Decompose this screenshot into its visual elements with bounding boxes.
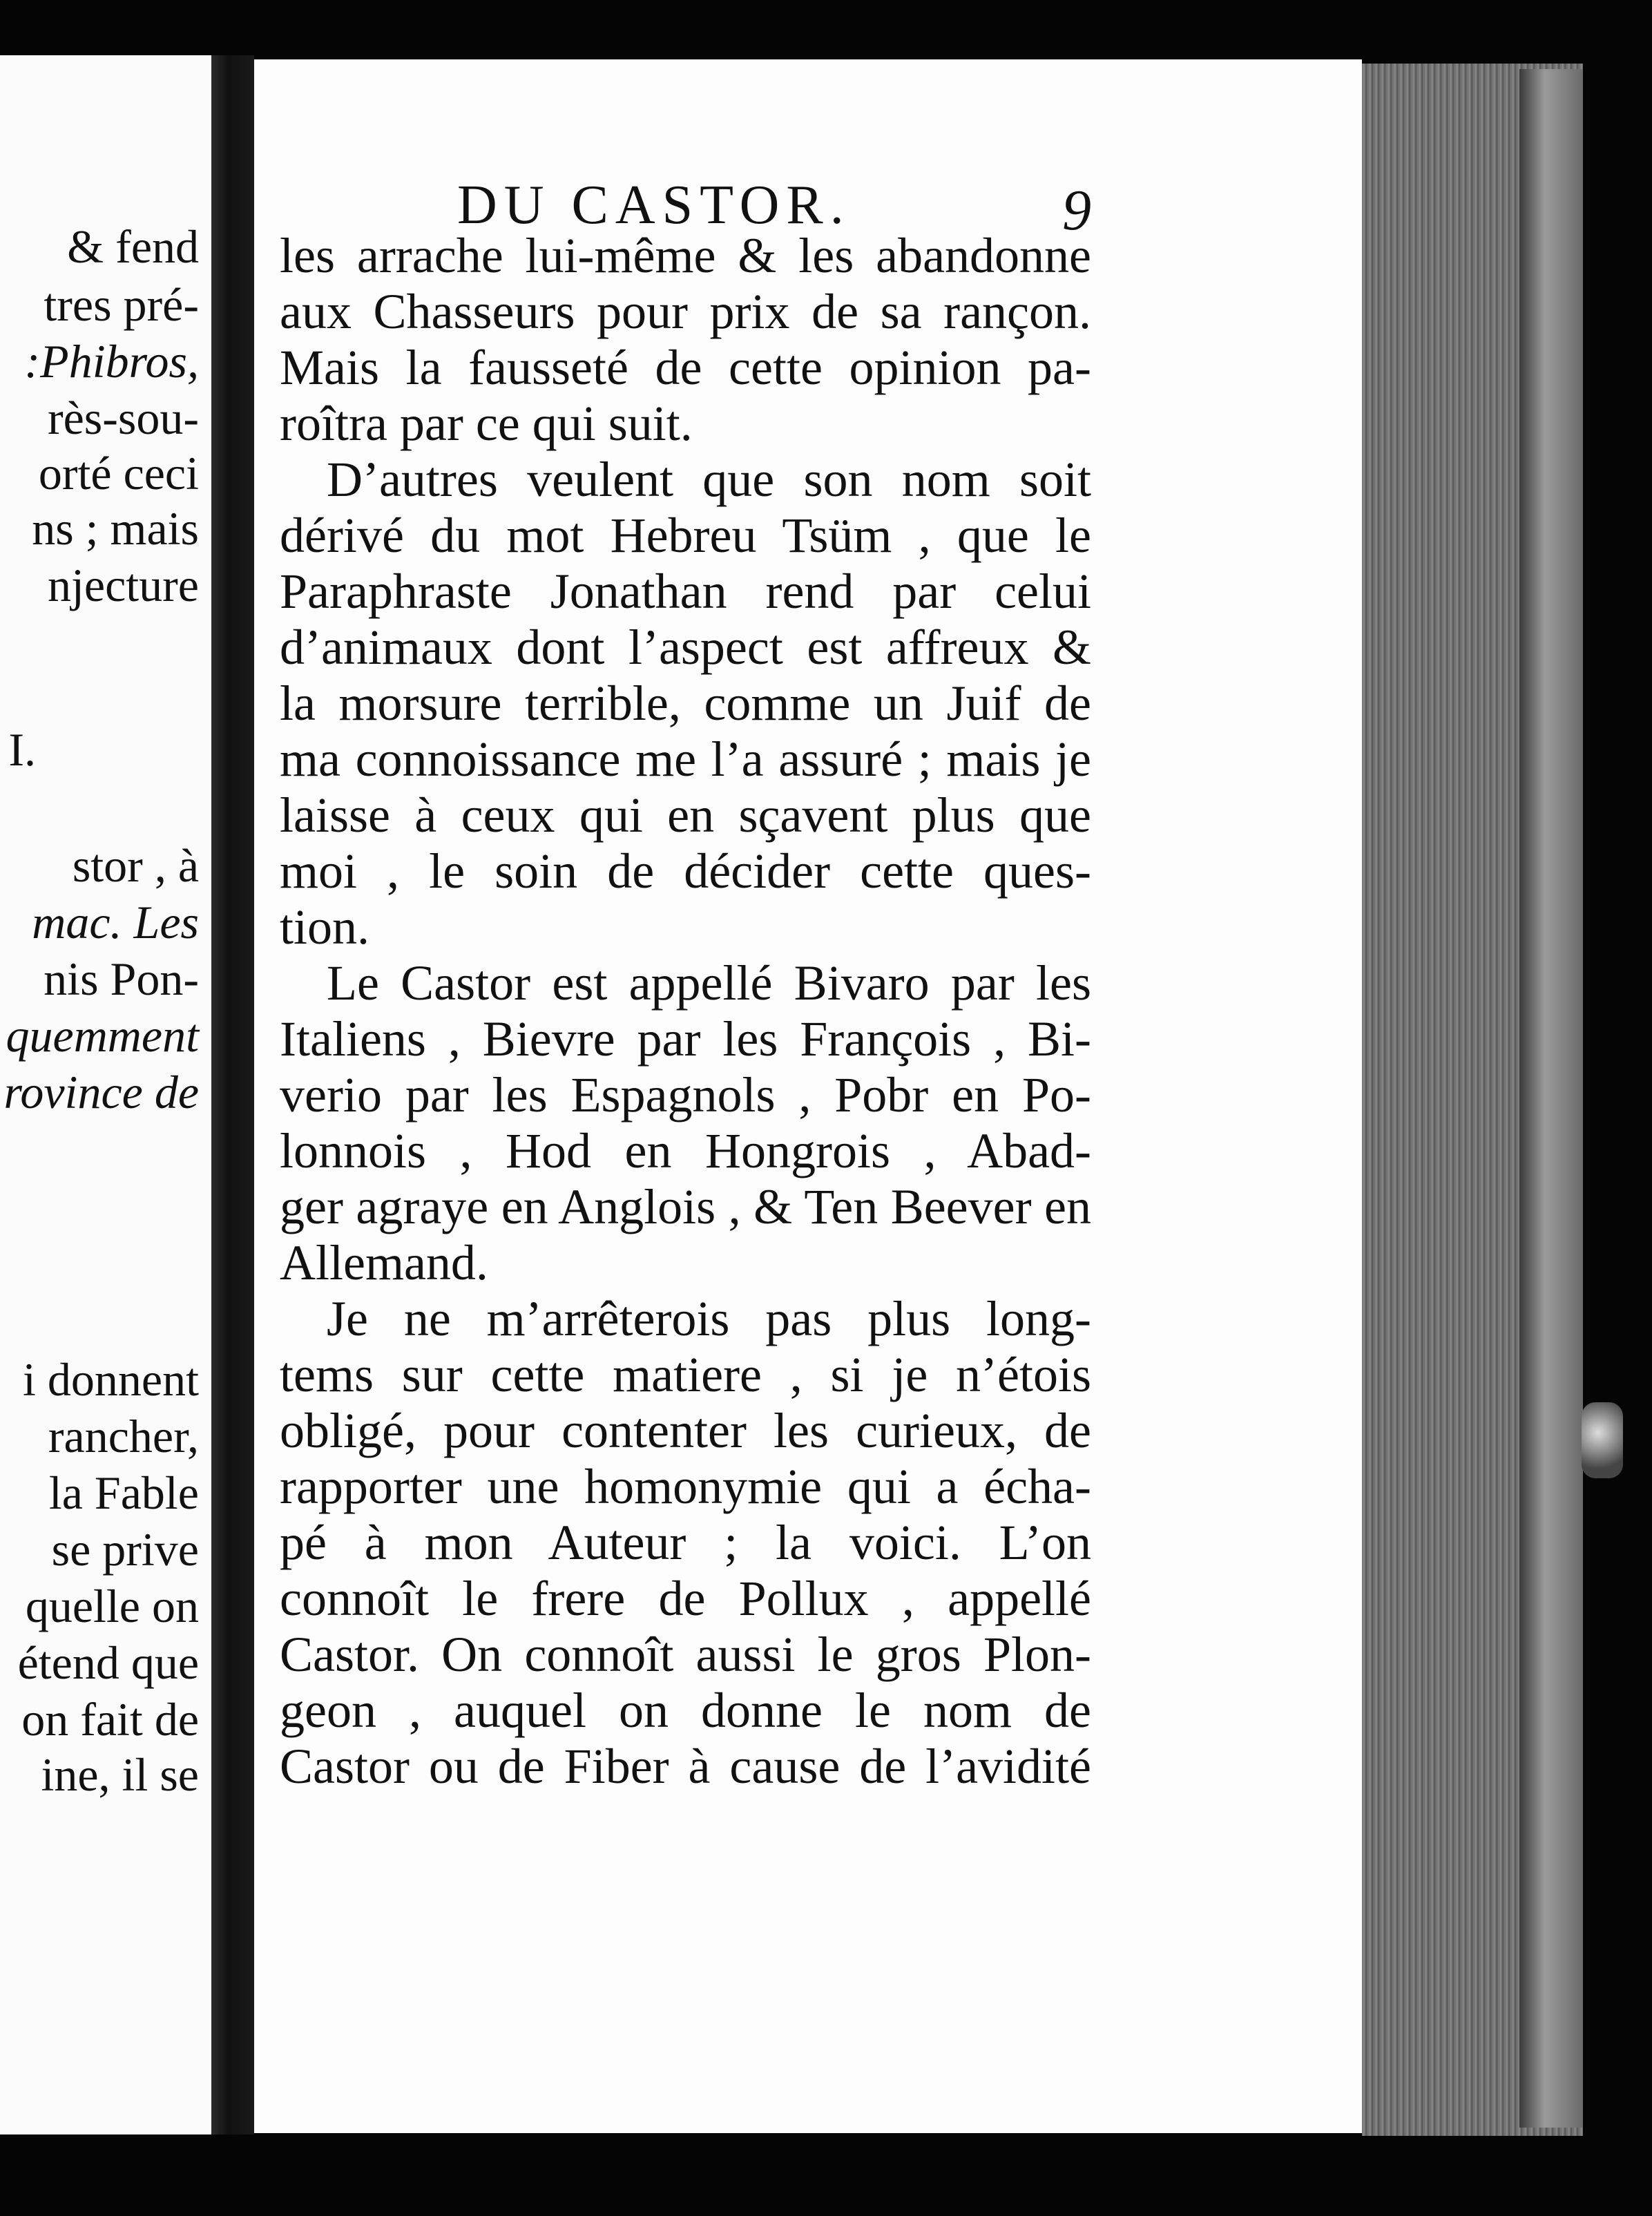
text-line: d’animaux dont l’aspect est affreux & [280,620,1091,675]
left-line: rovince de [3,1066,199,1118]
left-line: & fend [67,220,199,273]
page-edge-rim [1519,69,1583,2128]
text-line: pé à mon Auteur ; la voici. L’on [280,1515,1091,1570]
left-line: la Fable [48,1467,199,1519]
left-line: ns ; mais [32,502,199,555]
left-line: stor , à [72,839,199,892]
text-line: rapporter une homonymie qui a écha- [280,1459,1091,1514]
text-line: aux Chasseurs pour prix de sa rançon. [280,284,1091,339]
left-line: :Phibros, [24,335,199,388]
text-line: Italiens , Bievre par les François , Bi- [280,1011,1091,1067]
left-line: quelle on [25,1580,199,1632]
text-line: tion. [280,899,370,955]
text-line: laisse à ceux qui en sçavent plus que [280,787,1091,843]
text-line: geon , auquel on donne le nom de [280,1683,1091,1738]
left-line: nis Pon- [44,953,199,1005]
left-line: tres pré- [44,278,199,331]
left-line: se prive [51,1523,199,1576]
previous-page-fragment [0,55,211,2134]
text-line: Castor ou de Fiber à cause de l’avidité [280,1739,1091,1794]
running-head: DU CASTOR. [457,175,851,236]
text-line: D’autres veulent que son nom soit [327,452,1091,507]
text-line: tems sur cette matiere , si je n’étois [280,1347,1091,1402]
text-line: les arrache lui-même & les abandonne [280,228,1091,283]
text-line: moi , le soin de décider cette ques- [280,843,1091,899]
left-line: ine, il se [41,1748,199,1801]
left-line: rès-sou- [47,392,199,444]
text-line: verio par les Espagnols , Pobr en Po- [280,1067,1091,1123]
text-line: ger agraye en Anglois , & Ten Beever en [280,1179,1091,1234]
text-line: la morsure terrible, comme un Juif de [280,676,1091,731]
text-line: obligé, pour contenter les curieux, de [280,1403,1091,1458]
left-line: mac. Les [32,896,199,948]
left-line: rancher, [48,1410,199,1462]
text-line: Castor. On connoît aussi le gros Plon- [280,1627,1091,1682]
left-line: I. [8,723,36,776]
left-line: i donnent [23,1353,199,1406]
text-line: connoît le frere de Pollux , appellé [280,1571,1091,1626]
left-line: njecture [48,559,199,611]
text-line: Je ne m’arrêterois pas plus long- [327,1291,1091,1346]
left-line: quemment [6,1009,199,1062]
clasp-ornament [1582,1402,1623,1478]
text-line: lonnois , Hod en Hongrois , Abad- [280,1123,1091,1178]
text-line: ma connoissance me l’a assuré ; mais je [280,732,1091,787]
text-line: Mais la fausseté de cette opinion pa- [280,340,1091,395]
text-line: Allemand. [280,1235,488,1290]
text-line: Le Castor est appellé Bivaro par les [327,955,1091,1011]
text-line: dérivé du mot Hebreu Tsüm , que le [280,508,1091,563]
page-number: 9 [1062,178,1091,242]
left-line: on fait de [21,1693,199,1746]
left-line: orté ceci [38,447,199,499]
text-line: roîtra par ce qui suit. [280,396,693,451]
book-gutter [211,55,254,2134]
left-line: étend que [17,1636,199,1689]
text-line: Paraphraste Jonathan rend par celui [280,564,1091,619]
